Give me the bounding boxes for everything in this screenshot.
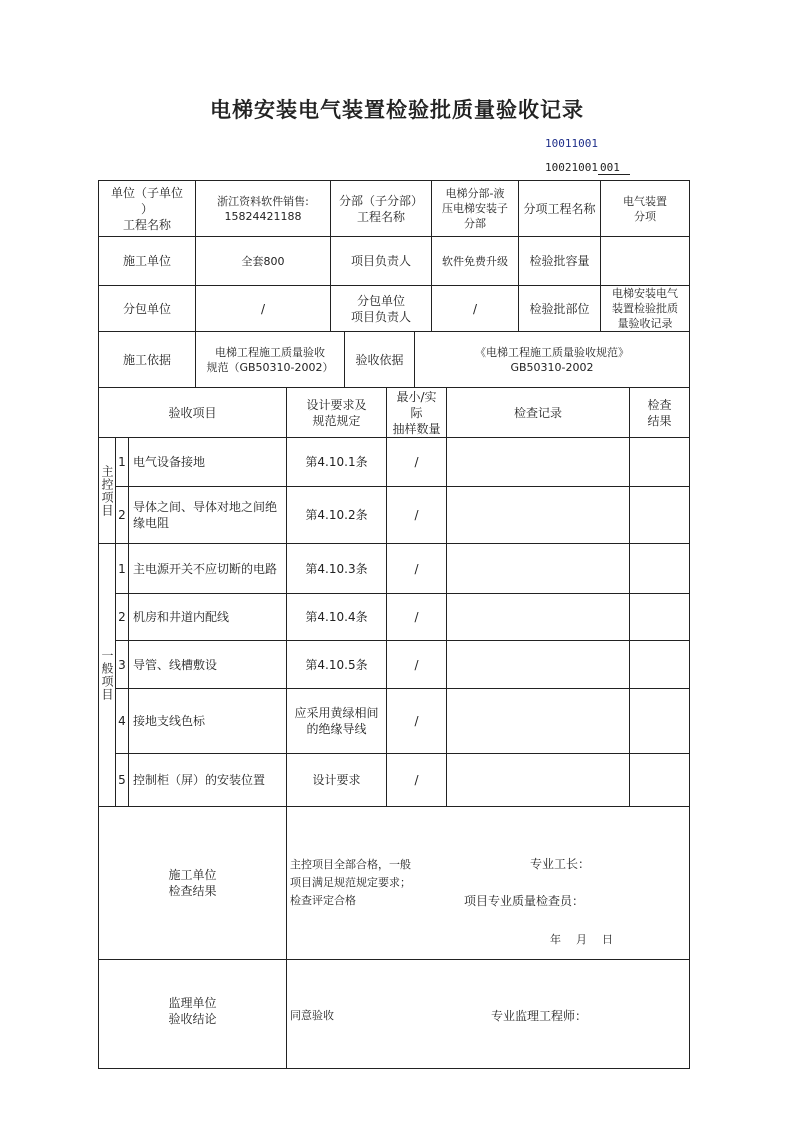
construction-basis-value — [195, 331, 345, 388]
col-spec-line1: 设计要求及 — [306, 397, 367, 412]
main-group-text: 主控项目 — [100, 464, 114, 517]
general-item-2-record — [446, 593, 630, 641]
general-item-5-no: 5 — [115, 753, 129, 807]
construction-basis-label: 施工依据 — [98, 331, 196, 388]
general-item-3-result — [629, 640, 690, 689]
col-check-record: 检查记录 — [446, 387, 630, 438]
general-item-4-spec-line2: 的绝缘导线 — [306, 722, 367, 736]
col-spec-line2: 规范规定 — [312, 413, 361, 428]
form-code-prefix: 10021001 — [545, 161, 598, 174]
col-result-line2: 结果 — [647, 413, 672, 428]
general-item-4-record — [446, 688, 630, 754]
subdiv-value-line1: 电梯分部-液 — [445, 187, 505, 200]
unit-name-value — [195, 180, 331, 237]
check-result-text-line1: 主控项目全部合格，一般 — [290, 858, 411, 871]
general-group-text: 一般项目 — [100, 649, 114, 701]
basis-value-line1: 电梯工程施工质量验收 — [215, 345, 325, 359]
sub-pm-label-line1: 分包单位 — [356, 293, 405, 308]
main-item-1-name: 电气设备接地 — [128, 437, 287, 487]
general-item-1-record — [446, 543, 630, 594]
main-item-2-no: 2 — [115, 486, 129, 544]
main-item-2-record — [446, 486, 630, 544]
subcontractor-label: 分包单位 — [98, 285, 196, 332]
main-item-1-no: 1 — [115, 437, 129, 487]
supervision-label-line1: 监理单位 — [168, 996, 217, 1010]
check-result-label-line1: 施工单位 — [168, 868, 217, 882]
main-item-2-name — [128, 486, 287, 544]
accept-basis-line2: GB50310-2002 — [510, 360, 594, 374]
subdiv-label-line1: 分部（子分部） — [338, 193, 423, 208]
part-value-line1: 电梯安装电气 — [612, 287, 678, 300]
supervision-text: 同意验收 — [290, 1009, 334, 1022]
project-manager-label: 项目负责人 — [330, 236, 432, 286]
general-item-4-sample: / — [386, 688, 447, 754]
col-acceptance-item: 验收项目 — [98, 387, 287, 438]
check-result-text — [290, 856, 411, 910]
general-item-3-no: 3 — [115, 640, 129, 689]
sub-pm-label-line2: 项目负责人 — [350, 309, 411, 324]
form-code-suffix: 001 — [598, 161, 630, 175]
batch-part-label: 检验批部位 — [518, 285, 601, 332]
unit-label-line3: 工程名称 — [122, 217, 171, 232]
supervision-content — [286, 959, 690, 1069]
general-item-2-sample: / — [386, 593, 447, 641]
constructor-value: 全套800 — [195, 236, 331, 286]
col-sample-line2: 际 — [410, 405, 423, 420]
general-item-1-sample: / — [386, 543, 447, 594]
main-item-2-sample: / — [386, 486, 447, 544]
subitem-value-line1: 电气装置 — [623, 194, 667, 208]
general-item-2-no: 2 — [115, 593, 129, 641]
main-group-label — [98, 437, 116, 544]
supervision-label — [98, 959, 287, 1069]
unit-value-line2: 15824421188 — [224, 209, 302, 223]
subdiv-value-line2: 压电梯安装子 — [442, 202, 508, 215]
general-item-1-result — [629, 543, 690, 594]
check-result-label-line2: 检查结果 — [168, 884, 217, 898]
unit-label-line2: ） — [140, 201, 153, 216]
general-item-3-sample: / — [386, 640, 447, 689]
general-item-3-name: 导管、线槽敷设 — [128, 640, 287, 689]
general-group-label — [98, 543, 116, 807]
supervision-engineer-label: 专业监理工程师： — [491, 1009, 588, 1023]
constructor-label: 施工单位 — [98, 236, 196, 286]
subdiv-value-line3: 分部 — [464, 217, 486, 230]
batch-capacity-label: 检验批容量 — [518, 236, 601, 286]
accept-basis-line1: 《电梯工程施工质量验收规范》 — [475, 345, 629, 359]
general-item-4-spec — [286, 688, 387, 754]
general-item-2-spec: 第4.10.4条 — [286, 593, 387, 641]
main-item-1-result — [629, 437, 690, 487]
main-item-1-spec: 第4.10.1条 — [286, 437, 387, 487]
basis-value-line2: 规范（GB50310-2002） — [206, 360, 334, 374]
check-result-text-line2: 项目满足规范规定要求； — [290, 876, 411, 889]
subdiv-label-line2: 工程名称 — [356, 209, 405, 224]
general-item-3-spec: 第4.10.5条 — [286, 640, 387, 689]
general-item-5-name: 控制柜（屏）的安装位置 — [128, 753, 287, 807]
check-result-text-line3: 检查评定合格 — [290, 894, 356, 907]
col-result-line1: 检查 — [647, 397, 672, 412]
general-item-4-spec-line1: 应采用黄绿相间 — [294, 706, 379, 720]
unit-label-line1: 单位（子单位 — [110, 185, 183, 200]
main-item-1-sample: / — [386, 437, 447, 487]
form-code-1: 10011001 — [545, 137, 598, 150]
general-item-4-no: 4 — [115, 688, 129, 754]
part-value-line2: 装置检验批质 — [612, 302, 678, 315]
general-item-3-record — [446, 640, 630, 689]
page-title: 电梯安装电气装置检验批质量验收记录 — [210, 98, 584, 122]
general-item-1-spec: 第4.10.3条 — [286, 543, 387, 594]
subitem-label: 分项工程名称 — [518, 180, 601, 237]
unit-name-label — [98, 180, 196, 237]
col-sample-line3: 抽样数量 — [392, 421, 441, 436]
check-date: 年 月 日 — [550, 933, 615, 946]
general-item-5-result — [629, 753, 690, 807]
sub-pm-value: / — [431, 285, 519, 332]
main-item-2-name-line2: 缘电阻 — [133, 516, 170, 530]
batch-part-value — [600, 285, 690, 332]
general-item-2-result — [629, 593, 690, 641]
main-item-2-spec: 第4.10.2条 — [286, 486, 387, 544]
subcontractor-value: / — [195, 285, 331, 332]
general-item-1-name: 主电源开关不应切断的电路 — [128, 543, 287, 594]
subdivision-label — [330, 180, 432, 237]
acceptance-basis-value — [414, 331, 690, 388]
sub-pm-label — [330, 285, 432, 332]
general-item-5-record — [446, 753, 630, 807]
col-check-result — [629, 387, 690, 438]
general-item-5-spec: 设计要求 — [286, 753, 387, 807]
general-item-4-name: 接地支线色标 — [128, 688, 287, 754]
form-code-2 — [545, 161, 630, 175]
batch-capacity-value — [600, 236, 690, 286]
subitem-value — [600, 180, 690, 237]
main-item-1-record — [446, 437, 630, 487]
subdivision-value — [431, 180, 519, 237]
foreman-label: 专业工长： — [530, 857, 591, 871]
general-item-4-result — [629, 688, 690, 754]
general-item-2-name: 机房和井道内配线 — [128, 593, 287, 641]
main-item-2-name-line1: 导体之间、导体对地之间绝 — [133, 500, 278, 514]
unit-value-line1: 浙江资料软件销售: — [217, 194, 309, 208]
col-spec — [286, 387, 387, 438]
check-result-label — [98, 806, 287, 960]
part-value-line3: 量验收记录 — [617, 317, 673, 330]
col-sample-line1: 最小/实 — [396, 389, 437, 404]
general-item-5-sample: / — [386, 753, 447, 807]
quality-inspector-label: 项目专业质量检查员： — [464, 894, 585, 908]
acceptance-basis-label: 验收依据 — [344, 331, 415, 388]
col-sample — [386, 387, 447, 438]
project-manager-value: 软件免费升级 — [431, 236, 519, 286]
main-item-2-result — [629, 486, 690, 544]
supervision-label-line2: 验收结论 — [168, 1012, 217, 1026]
general-item-1-no: 1 — [115, 543, 129, 594]
subitem-value-line2: 分项 — [634, 209, 656, 223]
